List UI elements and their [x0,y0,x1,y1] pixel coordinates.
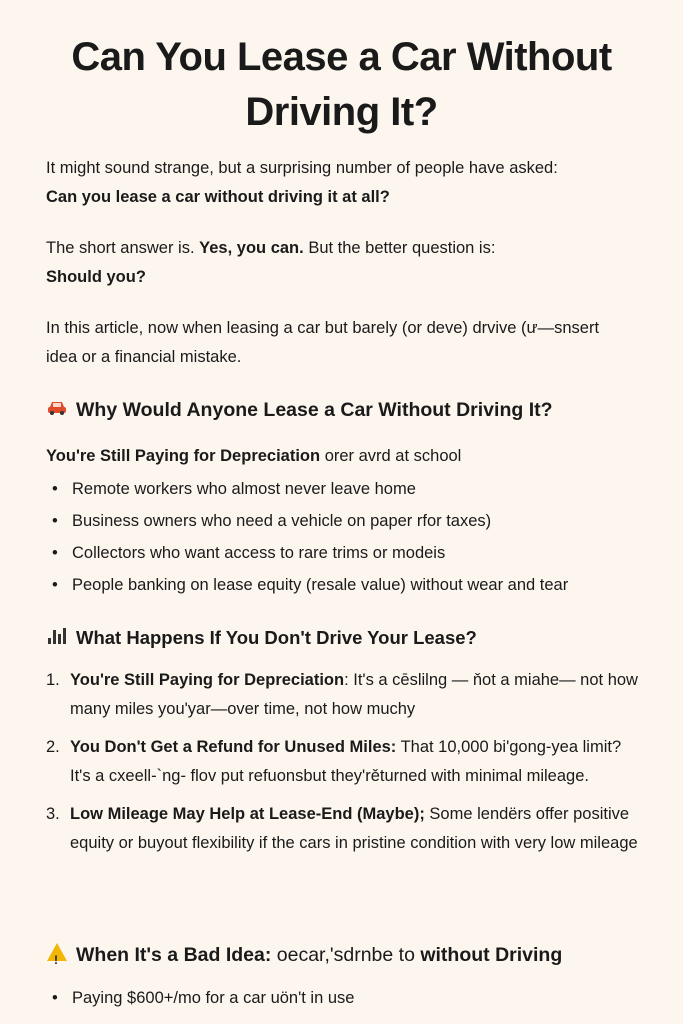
answer-question: Should you? [46,268,146,286]
section3-heading-bold2: without Driving [420,944,563,966]
item-number: 3. [46,805,60,823]
section3-heading-content [76,941,562,969]
section1-sub-rest: orer avrd at school [324,447,462,465]
section3-heading-mid: oecar,'sdrnbe to [276,944,415,966]
section1-heading-text: Why Would Anyone Lease a Car Without Driving It? [76,399,553,421]
item-number: 2. [46,738,60,756]
section3-heading-bold: When It's a Bad Idea: [76,944,272,966]
section2-heading [46,624,656,652]
section3-heading [46,941,656,969]
section2-heading-text: What Happens If You Don't Drive Your Lease? [76,627,477,648]
answer-prefix: The short answer is. [46,239,195,257]
car-icon [46,396,68,424]
section1-sub-bold: You're Still Paying for Depreciation [46,447,321,465]
intro-paragraph [46,154,646,212]
warning-icon [46,941,68,969]
list-item: • Collectors who want access to rare trims or modeis [46,537,656,569]
list-item: • Remote workers who almost never leave home [46,473,656,505]
section2-numbered-list [46,666,646,867]
bar-chart-icon [46,624,68,652]
item-text: That 10,000 bi'gong-yea limit? It's a cxeell-`ng- flov put refuonsbut they'rěturned with minimal mileage. [70,738,622,785]
section1-subheading [46,442,656,470]
item-bold: Low Mileage May Help at Lease-End (Maybe); [70,805,425,823]
article-intro-paragraph: In this article, now when leasing a car but barely (or deve) drvive (ư—snsert idea or a financial mistake. [46,319,600,366]
list-item [46,733,646,791]
item-text: : It's a cēslilng — ňot a miahe— not how many miles you'yar—over time, not how muchy [70,671,638,718]
item-number: 1. [46,671,60,689]
intro-line: It might sound strange, but a surprising number of people have asked: [46,159,558,177]
list-item: • People banking on lease equity (resale value) without wear and tear [46,569,656,601]
answer-bold: Yes, you can. [199,239,304,257]
short-answer-paragraph [46,234,646,292]
list-item [46,800,646,858]
article-title: Can You Lease a Car Without Driving It? [71,35,612,134]
section1-heading [46,396,656,424]
item-text: Some lendërs offer positive equity or buyout flexibility if the cars in pristine condition with very low mileage [70,805,638,852]
item-bold: You Don't Get a Refund for Unused Miles: [70,738,397,756]
item-bold: You're Still Paying for Depreciation [70,671,345,689]
answer-suffix: But the better question is: [308,239,496,257]
list-item [46,666,646,724]
section3-bullet-list [46,982,656,1014]
intro-question: Can you lease a car without driving it at all? [46,188,390,206]
section1-bullet-list [46,473,656,601]
list-item: • Business owners who need a vehicle on paper rfor taxes) [46,505,656,537]
list-item: • Paying $600+/mo for a car uön't in use [46,982,656,1014]
